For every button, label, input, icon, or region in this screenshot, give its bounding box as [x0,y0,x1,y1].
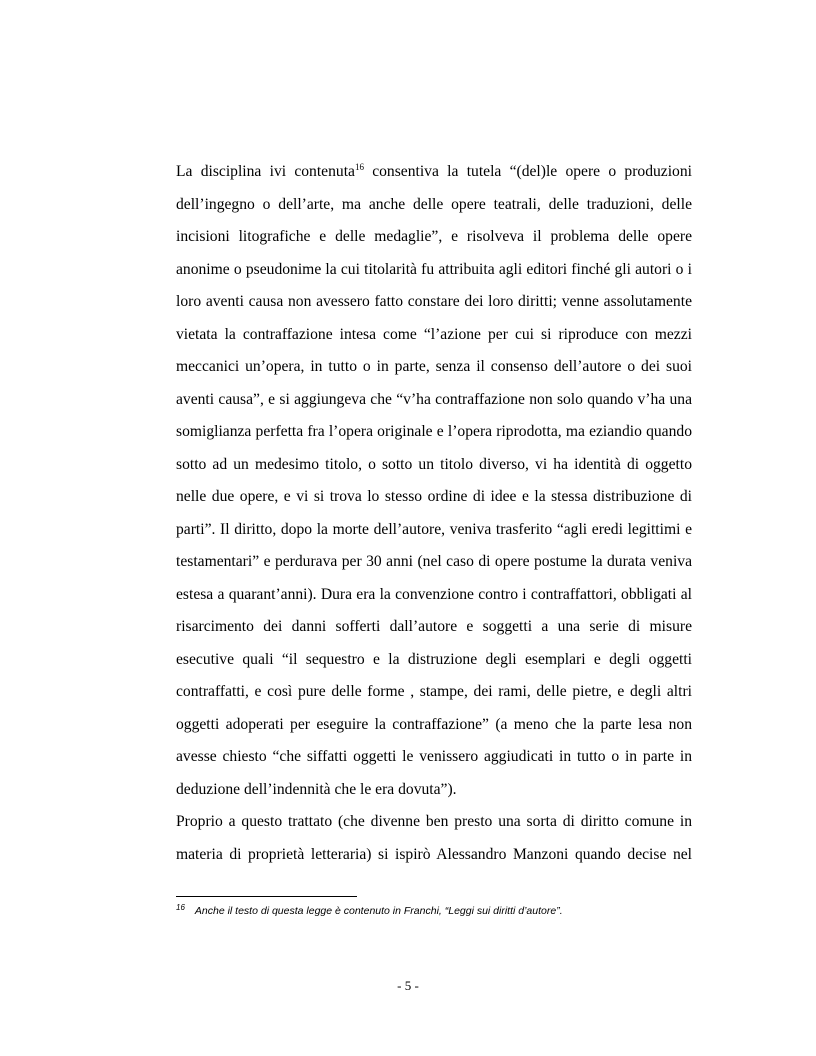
footnote [176,903,716,917]
text-line: nelle due opere, e vi si trova lo stesso ordine di idee e la stessa distribuzione di [176,488,692,505]
footnote-reference: 16 [354,162,364,172]
text-line: aventi causa”, e si aggiungeva che “v’ha contraffazione non solo quando v’ha una [176,390,692,408]
footnote-text: Anche il testo di questa legge è contenuto in Franchi, “Leggi sui diritti d’autore”. [194,905,563,917]
text-line: La disciplina ivi contenuta$^{16}$ consentiva la tutela “(del)le opere o produzioni [176,162,692,180]
text-line: testamentari” e perdurava per 30 anni (nel caso di opere postume la durata veniva [176,553,692,570]
text-line: esecutive quali “il sequestro e la distruzione degli esemplari e degli oggetti [176,650,692,668]
body-text [176,156,692,871]
text-line: Proprio a questo trattato (che divenne ben presto una sorta di diritto comune in [176,813,692,830]
text-line: avesse chiesto “che siffatti oggetti le venissero aggiudicati in tutto o in parte in [176,748,692,765]
text-line: vietata la contraffazione intesa come “l’azione per cui si riproduce con mezzi [176,325,692,343]
text-line: meccanici un’opera, in tutto o in parte, senza il consenso dell’autore o dei suoi [176,358,692,375]
text-line: risarcimento dei danni sofferti dall’autore e soggetti a una serie di misure [176,618,692,635]
text-line: materia di proprietà letteraria) si ispirò Alessandro Manzoni quando decise nel [176,845,692,863]
text-line: dell’ingegno o dell’arte, ma anche delle opere teatrali, delle traduzioni, delle [176,195,692,213]
text-line: contraffatti, e così pure delle forme , stampe, dei rami, delle pietre, e degli altri [176,683,692,700]
text-line: loro aventi causa non avessero fatto constare dei loro diritti; venne assolutamente [176,293,692,310]
footnote-number: 16 [176,903,185,912]
text-line: estesa a quarant’anni). Dura era la convenzione contro i contraffattori, obbligati al [176,585,692,603]
text-line: incisioni litografiche e delle medaglie”, e risolveva il problema delle opere [176,228,692,245]
text-line: deduzione dell’indennità che le era dovuta”). [176,780,457,798]
text-line: parti”. Il diritto, dopo la morte dell’autore, veniva trasferito “agli eredi legittimi e [176,520,692,538]
page-number: - 5 - [397,978,419,993]
text-line: sotto ad un medesimo titolo, o sotto un titolo diverso, vi ha identità di oggetto [176,455,692,473]
text-line: anonime o pseudonime la cui titolarità fu attribuita agli editori finché gli autori o i [176,260,692,278]
text-line: oggetti adoperati per eseguire la contraffazione” (a meno che la parte lesa non [176,715,692,733]
footnote-divider [176,896,357,897]
text-line: somiglianza perfetta fra l’opera originale e l’opera riprodotta, ma eziandio quando [176,423,692,440]
